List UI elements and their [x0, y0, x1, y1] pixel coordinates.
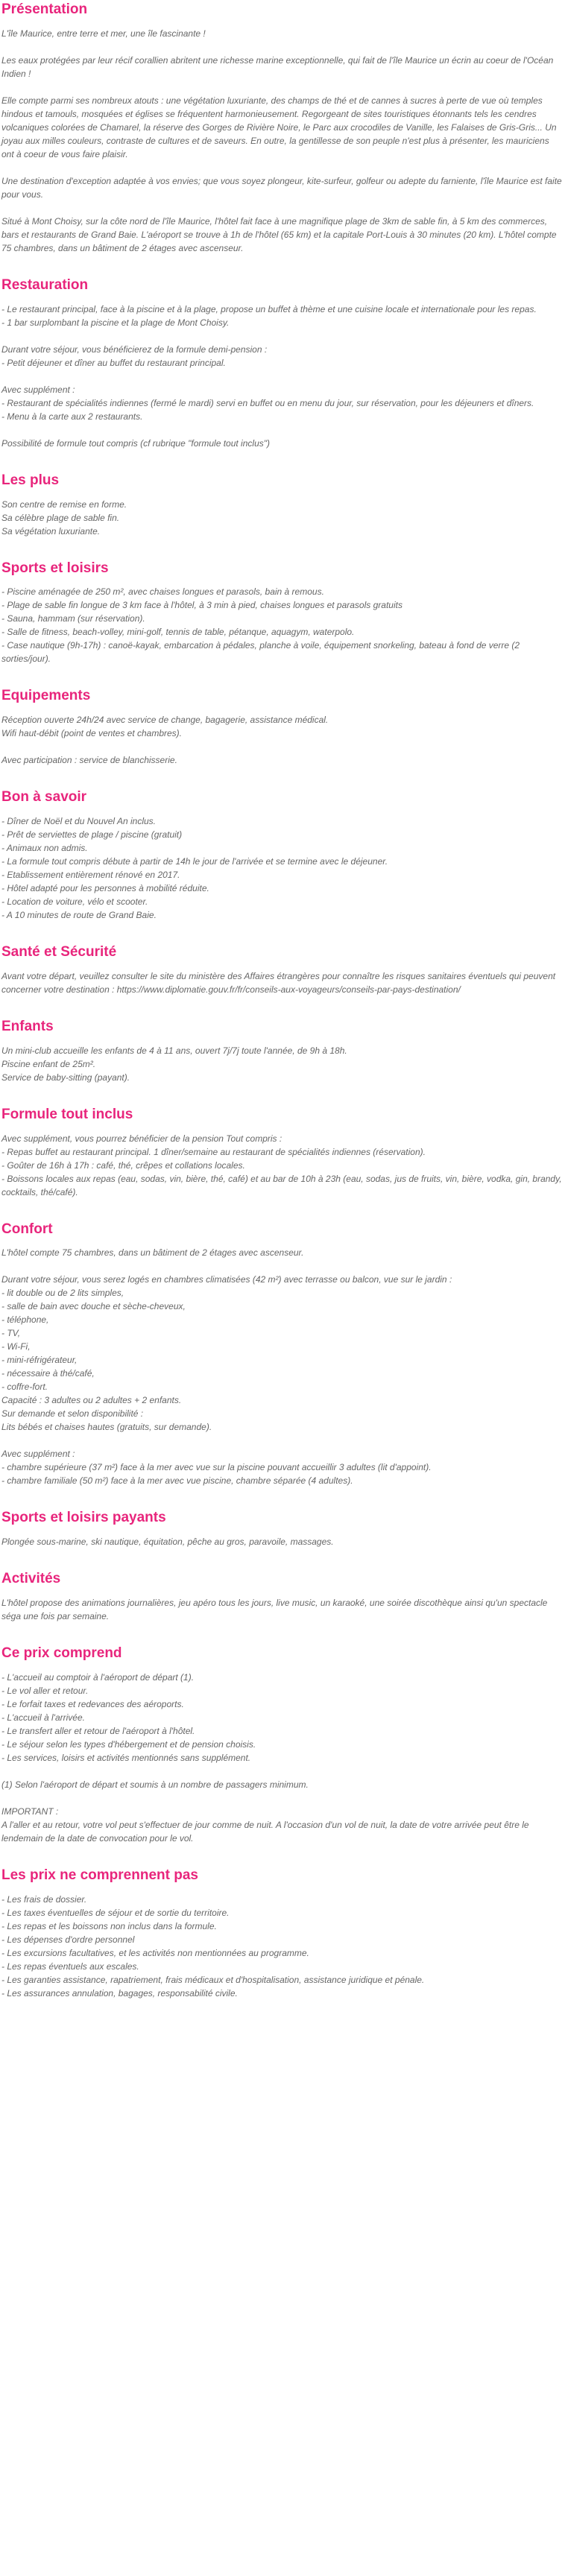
- hotel-description-page: [0, 1, 565, 2000]
- paragraph: Durant votre séjour, vous bénéficierez de la formule demi-pension : - Petit déjeuner et dîner au buffet du restaurant principal.: [1, 344, 268, 368]
- section-title: Restauration: [1, 276, 89, 293]
- section-title: Confort: [1, 1221, 53, 1237]
- section-title: Ce prix comprend: [1, 1645, 122, 1662]
- paragraph: Avec supplément : - Restaurant de spécialités indiennes (fermé le mardi) servi en buffet ou en menu du jour, sur réservation, pour les déjeuners et dîners. - Menu à la carte aux 2 restaurants.: [1, 384, 534, 422]
- section-confort: [1, 1221, 564, 1488]
- paragraph: Avant votre départ, veuillez consulter le site du ministère des Affaires étrangères pour connaître les risques sanitaires éventuels qui peuvent concerner votre destination : https://www.diplomatie.gouv.fr/fr/conseils-aux-voyageurs/conseils-par-pays-destination/: [1, 970, 556, 995]
- paragraph: L'hôtel compte 75 chambres, dans un bâtiment de 2 étages avec ascenseur.: [1, 1247, 304, 1259]
- paragraph: Durant votre séjour, vous serez logés en chambres climatisées (42 m²) avec terrasse ou balcon, vue sur le jardin : - lit double ou de 2 lits simples, - salle de bain avec douche et sèche-cheveux, - téléphone, - TV, - Wi-Fi, - mini-réfrigérateur, - nécessaire à thé/café, - coffre-fort. Capacité : 3 adultes ou 2 adultes + 2 enfants. Sur demande et selon disponibilité : Lits bébés et chaises hautes (gratuits, sur demande).: [1, 1274, 452, 1433]
- section-title: Les prix ne comprennent pas: [1, 1867, 198, 1883]
- paragraph: - Les frais de dossier. - Les taxes éventuelles de séjour et de sortie du territoire. - Les repas et les boissons non inclus dans la formule. - Les dépenses d'ordre personnel - Les excursions facultatives, et les activités non mentionnées au programme. - Les repas éventuels aux escales. - Les garanties assistance, rapatriement, frais médicaux et d'hospitalisation, assistance juridique et pénale. - Les assurances annulation, bagages, responsabilité civile.: [1, 1893, 425, 1999]
- paragraph: Avec supplément, vous pourrez bénéficier de la pension Tout compris : - Repas buffet au restaurant principal. 1 dîner/semaine au restaurant de spécialités indiennes (réservation). - Goûter de 16h à 17h : café, thé, crêpes et collations locales. - Boissons locales aux repas (eau, sodas, vin, bière, thé, café) et au bar de 10h à 23h (eau, sodas, jus de fruits, vin, bière, vodka, gin, brandy, cocktails, thé/café).: [1, 1133, 562, 1197]
- paragraph: Les eaux protégées par leur récif corallien abritent une richesse marine exceptionnelle, qui fait de l'île Maurice un écrin au coeur de l'Océan Indien !: [1, 54, 554, 79]
- paragraph: Plongée sous-marine, ski nautique, équitation, pêche au gros, paravoile, massages.: [1, 1537, 334, 1548]
- paragraph: Une destination d'exception adaptée à vos envies; que vous soyez plongeur, kite-surfeur, golfeur ou adepte du farniente, l'île Maurice est faite pour vous.: [1, 175, 562, 200]
- section-ce-prix-comprend: [1, 1645, 564, 1845]
- section-title: Formule tout inclus: [1, 1106, 133, 1122]
- section-title: Les plus: [1, 472, 60, 488]
- paragraph: Possibilité de formule tout compris (cf rubrique "formule tout inclus"): [1, 437, 270, 449]
- paragraph: - Le restaurant principal, face à la piscine et à la plage, propose un buffet à thème et une cuisine locale et internationale pour les repas. - 1 bar surplombant la piscine et la plage de Mont Choisy.: [1, 303, 537, 328]
- section-les-plus: [1, 472, 564, 538]
- paragraph: - Dîner de Noël et du Nouvel An inclus. - Prêt de serviettes de plage / piscine (gratuit) - Animaux non admis. - La formule tout compris débute à partir de 14h le jour de l'arrivée et se termine avec le déjeuner. - Etablissement entièrement rénové en 2017. - Hôtel adapté pour les personnes à mobilité réduite. - Location de voiture, vélo et scooter. - A 10 minutes de route de Grand Baie.: [1, 816, 388, 921]
- section-title: Sports et loisirs: [1, 560, 109, 576]
- section-activites: [1, 1571, 564, 1623]
- section-sante-securite: [1, 944, 564, 996]
- section-title: Activités: [1, 1571, 61, 1587]
- section-title: Santé et Sécurité: [1, 944, 117, 961]
- section-prix-ne-comprennent-pas: [1, 1867, 564, 2000]
- section-title: Bon à savoir: [1, 789, 87, 806]
- section-title: Sports et loisirs payants: [1, 1510, 166, 1526]
- paragraph: L'île Maurice, entre terre et mer, une île fascinante !: [1, 28, 206, 39]
- paragraph: Avec supplément : - chambre supérieure (37 m²) face à la mer avec vue sur la piscine pouvant accueillir 3 adultes (lit d'appoint). - chambre familiale (50 m²) face à la mer avec vue piscine, chambre séparée (4 adultes).: [1, 1449, 432, 1487]
- section-sports-loisirs-payants: [1, 1510, 564, 1548]
- section-title: Enfants: [1, 1018, 54, 1034]
- section-formule-tout-inclus: [1, 1107, 564, 1199]
- paragraph: - Piscine aménagée de 250 m², avec chaises longues et parasols, bain à remous. - Plage de sable fin longue de 3 km face à l'hôtel, à 3 min à pied, chaises longues et parasols gratuits - Sauna, hammam (sur réservation). - Salle de fitness, beach-volley, mini-golf, tennis de table, pétanque, aquagym, waterpolo. - Case nautique (9h-17h) : canoë-kayak, embarcation à pédales, planche à voile, équipement snorkeling, bateau à fond de verre (2 sorties/jour).: [1, 586, 520, 665]
- paragraph: Son centre de remise en forme. Sa célèbre plage de sable fin. Sa végétation luxuriante.: [1, 499, 127, 537]
- paragraph: Réception ouverte 24h/24 avec service de change, bagagerie, assistance médical. Wifi haut-débit (point de ventes et chambres).: [1, 715, 329, 739]
- section-bon-a-savoir: [1, 789, 564, 922]
- section-presentation: [1, 1, 564, 255]
- section-enfants: [1, 1019, 564, 1084]
- paragraph: Elle compte parmi ses nombreux atouts : une végétation luxuriante, des champs de thé et de cannes à sucres à perte de vue où temples hindous et tamouls, mosquées et églises se fréquentent harmonieusement. Regorgeant de sites touristiques étonnants tels les cendres volcaniques colorées de Chamarel, la réserve des Gorges de Rivière Noire, le Parc aux crocodiles de Vanille, les Falaises de Gris-Gris... Un joyau aux milles couleurs, contraste de cultures et de saveurs. En outre, la gentillesse de son peuple n'est plus à présenter, les mauriciens ont à coeur de vous faire plaisir.: [1, 95, 557, 159]
- paragraph: L'hôtel propose des animations journalières, jeu apéro tous les jours, live music, un karaoké, une soirée discothèque ainsi qu'un spectacle séga une fois par semaine.: [1, 1598, 548, 1622]
- section-restauration: [1, 277, 564, 450]
- section-title: Présentation: [1, 1, 88, 17]
- paragraph: - L'accueil au comptoir à l'aéroport de départ (1). - Le vol aller et retour. - Le forfait taxes et redevances des aéroports. - L'accueil à l'arrivée. - Le transfert aller et retour de l'aéroport à l'hôtel. - Le séjour selon les types d'hébergement et de pension choisis. - Les services, loisirs et activités mentionnés sans supplément.: [1, 1671, 256, 1763]
- paragraph: IMPORTANT : A l'aller et au retour, votre vol peut s'effectuer de jour comme de nuit. A l'occasion d'un vol de nuit, la date de votre arrivée peut être le lendemain de la date de convocation pour le vol.: [1, 1806, 529, 1844]
- paragraph: (1) Selon l'aéroport de départ et soumis à un nombre de passagers minimum.: [1, 1779, 309, 1790]
- paragraph: Un mini-club accueille les enfants de 4 à 11 ans, ouvert 7j/7j toute l'année, de 9h à 18h. Piscine enfant de 25m². Service de baby-sitting (payant).: [1, 1045, 347, 1083]
- paragraph: Situé à Mont Choisy, sur la côte nord de l'île Maurice, l'hôtel fait face à une magnifique plage de 3km de sable fin, à 5 km des commerces, bars et restaurants de Grand Baie. L'aéroport se trouve à 1h de l'hôtel (65 km) et la capitale Port-Louis à 30 minutes (20 km). L'hôtel compte 75 chambres, dans un bâtiment de 2 étages avec ascenseur.: [1, 215, 557, 253]
- section-equipements: [1, 688, 564, 767]
- section-sports-loisirs: [1, 560, 564, 666]
- paragraph: Avec participation : service de blanchisserie.: [1, 755, 177, 766]
- section-title: Equipements: [1, 688, 91, 704]
